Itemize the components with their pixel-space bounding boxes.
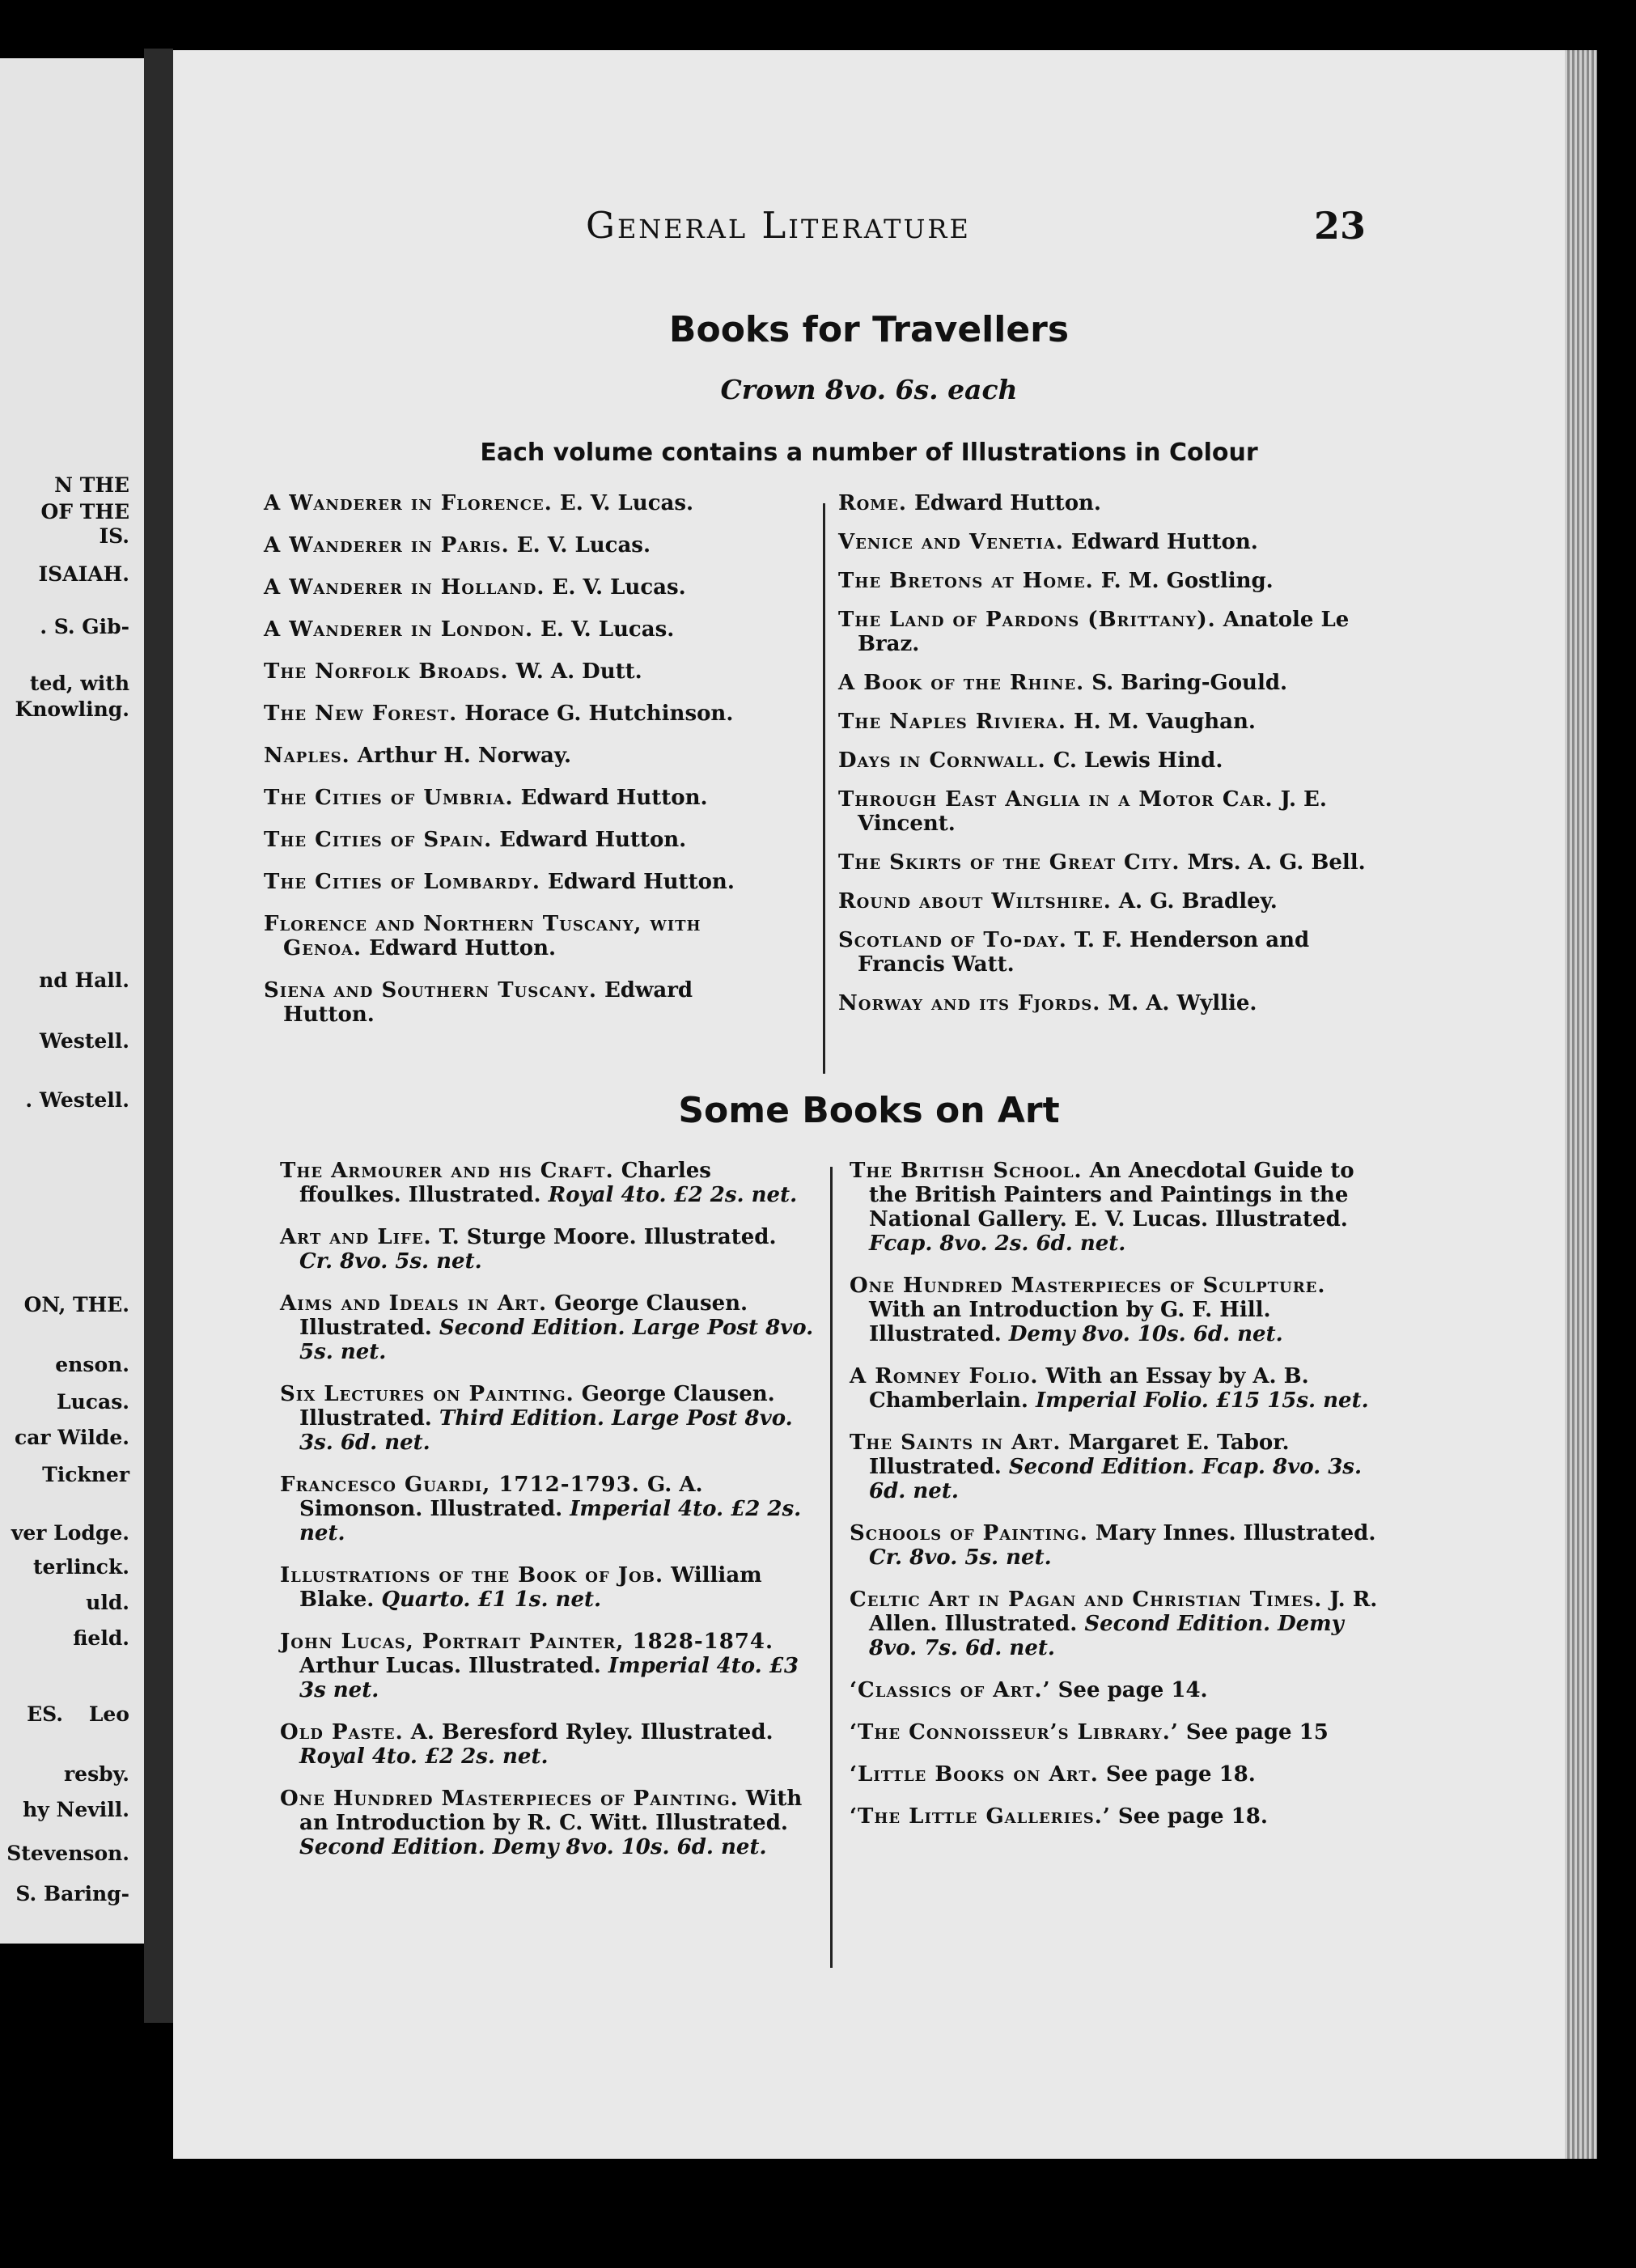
book-description: Arthur H. Norway.	[357, 744, 572, 768]
book-description: Edward Hutton.	[914, 491, 1101, 515]
page-edge	[1565, 50, 1597, 2159]
book-title: ‘Little Books on Art.	[850, 1762, 1099, 1787]
travellers-right-column	[838, 491, 1372, 1030]
book-description: E. V. Lucas.	[552, 575, 686, 600]
book-description: A. Beresford Ryley. Illustrated.	[410, 1720, 773, 1744]
book-description: E. V. Lucas.	[540, 617, 675, 642]
book-description: With an Essay by A. B. Chamberlain.	[869, 1364, 1309, 1413]
book-title: Francesco Guardi, 1712-1793.	[280, 1473, 640, 1497]
book-title: One Hundred Masterpieces of Sculpture.	[850, 1274, 1326, 1298]
book-title: The British School.	[850, 1159, 1083, 1183]
prev-page-fragment: field.	[73, 1626, 129, 1650]
book-description: A. G. Bradley.	[1118, 889, 1278, 914]
book-entry	[850, 1364, 1384, 1413]
book-entry	[838, 710, 1372, 734]
prev-page-fragment: ver Lodge.	[11, 1521, 129, 1545]
book-entry	[280, 1787, 814, 1859]
book-entry	[264, 744, 778, 768]
book-description: See page 14.	[1057, 1678, 1208, 1702]
book-title: The Cities of Lombardy.	[264, 870, 540, 894]
book-title: The Cities of Spain.	[264, 828, 493, 852]
book-entry	[838, 928, 1372, 977]
book-entry	[838, 530, 1372, 554]
book-format: Cr. 8vo.	[299, 1249, 388, 1274]
book-description: George Clausen. Illustrated.	[299, 1291, 748, 1340]
book-title: Scotland of To-day.	[838, 928, 1067, 952]
book-entry	[850, 1720, 1384, 1744]
book-entry	[264, 575, 778, 600]
book-title: Aims and Ideals in Art.	[280, 1291, 547, 1316]
book-entry	[280, 1225, 814, 1274]
book-entry	[280, 1159, 814, 1207]
book-format: Second Edition. Large Post 8vo.	[439, 1316, 814, 1340]
book-format: Second Edition. Demy 8vo.	[869, 1612, 1344, 1660]
book-title: Through East Anglia in a Motor Car.	[838, 787, 1274, 812]
prev-page-fragment: Tickner	[42, 1463, 129, 1486]
prev-page-fragment: Leo	[88, 1702, 129, 1726]
book-entry	[264, 702, 778, 726]
book-entry	[838, 850, 1372, 875]
book-entry	[264, 828, 778, 852]
book-title: The Bretons at Home.	[838, 569, 1094, 593]
art-left-column	[280, 1159, 814, 1877]
book-description: J. E. Vincent.	[858, 787, 1327, 836]
book-entry	[838, 787, 1372, 836]
prev-page-fragment: enson.	[55, 1353, 129, 1376]
book-entry	[264, 912, 778, 960]
book-format: Royal 4to.	[548, 1183, 667, 1207]
prev-page-fragment: OF THE	[40, 500, 129, 524]
book-entry	[838, 671, 1372, 695]
book-description: Edward Hutton.	[520, 786, 708, 810]
running-title: General Literature	[586, 204, 971, 247]
book-price: 10s. 6d. net.	[1137, 1322, 1283, 1346]
book-entry	[264, 659, 778, 684]
book-description: W. A. Dutt.	[515, 659, 642, 684]
prev-page-fragment: Lucas.	[57, 1390, 129, 1414]
book-entry	[850, 1588, 1384, 1660]
book-format: Royal 4to.	[299, 1744, 417, 1769]
book-price: 5s. net.	[395, 1249, 482, 1274]
book-entry	[850, 1521, 1384, 1570]
prev-page-fragment: Knowling.	[15, 697, 129, 721]
book-price: £2 2s. net.	[424, 1744, 549, 1769]
book-description: Edward Hutton.	[283, 978, 693, 1027]
book-title: Schools of Painting.	[850, 1521, 1088, 1545]
prev-page-fragment: car Wilde.	[14, 1426, 129, 1449]
book-title: Old Paste.	[280, 1720, 404, 1744]
travellers-heading: Books for Travellers	[668, 309, 1070, 350]
book-entry	[264, 533, 778, 557]
prev-page-fragment: resby.	[64, 1762, 129, 1786]
book-description: E. V. Lucas.	[559, 491, 694, 515]
prev-page-fragment: IS.	[99, 524, 129, 548]
prev-page-fragment: ES.	[27, 1702, 63, 1726]
book-entry	[280, 1382, 814, 1455]
book-entry	[838, 491, 1372, 515]
previous-page-strip	[0, 58, 144, 1944]
book-title: A Wanderer in London.	[264, 617, 533, 642]
prev-page-fragment: hy Nevill.	[23, 1798, 129, 1821]
book-description: C. Lewis Hind.	[1053, 748, 1223, 773]
book-entry	[264, 617, 778, 642]
book-entry	[264, 978, 778, 1027]
book-description: Horace G. Hutchinson.	[464, 702, 734, 726]
book-title: John Lucas, Portrait Painter, 1828-1874.	[280, 1630, 774, 1654]
book-title: Florence and Northern Tuscany, with Genoa.	[264, 912, 701, 960]
book-entry	[850, 1762, 1384, 1787]
book-description: Edward Hutton.	[1070, 530, 1258, 554]
book-price: 3s. 6d. net.	[869, 1455, 1362, 1503]
book-title: The Land of Pardons (Brittany).	[838, 608, 1216, 632]
book-entry	[850, 1678, 1384, 1702]
book-description: G. A. Simonson. Illustrated.	[299, 1473, 703, 1521]
book-format: Imperial Folio.	[1036, 1388, 1209, 1413]
book-title: ‘The Connoisseur’s Library.’	[850, 1720, 1179, 1744]
book-price: £2 2s. net.	[673, 1183, 798, 1207]
book-description: J. R. Allen. Illustrated.	[869, 1588, 1378, 1636]
book-description: M. A. Wyllie.	[1108, 991, 1257, 1015]
prev-page-fragment: uld.	[86, 1591, 129, 1614]
book-description: With an Introduction by G. F. Hill. Illustrated.	[869, 1298, 1271, 1346]
book-description: Edward Hutton.	[369, 936, 557, 960]
book-format: Imperial 4to.	[608, 1654, 762, 1678]
book-description: H. M. Vaughan.	[1074, 710, 1256, 734]
book-description: See page 18.	[1117, 1804, 1268, 1829]
prev-page-fragment: . Westell.	[25, 1088, 129, 1112]
book-title: The Cities of Umbria.	[264, 786, 514, 810]
prev-page-fragment: S. Baring-	[15, 1882, 129, 1906]
book-title: A Book of the Rhine.	[838, 671, 1085, 695]
book-title: One Hundred Masterpieces of Painting.	[280, 1787, 739, 1811]
book-title: Round about Wiltshire.	[838, 889, 1112, 914]
book-title: Days in Cornwall.	[838, 748, 1046, 773]
book-description: An Anecdotal Guide to the British Painters and Paintings in the National Gallery. E. V. Lucas. Illustrated.	[869, 1159, 1354, 1232]
book-title: Art and Life.	[280, 1225, 432, 1249]
column-rule	[823, 503, 825, 1074]
book-price: 5s. net.	[964, 1545, 1052, 1570]
book-title: The Saints in Art.	[850, 1431, 1062, 1455]
book-format: Third Edition. Large Post 8vo.	[439, 1406, 793, 1431]
book-description: Edward Hutton.	[547, 870, 735, 894]
book-title: The Skirts of the Great City.	[838, 850, 1180, 875]
prev-page-fragment: . S. Gib-	[40, 615, 129, 638]
book-entry	[838, 889, 1372, 914]
book-title: A Wanderer in Holland.	[264, 575, 545, 600]
book-format: Cr. 8vo.	[869, 1545, 958, 1570]
book-entry	[280, 1720, 814, 1769]
book-price: 2s. 6d. net.	[994, 1232, 1126, 1256]
book-title: A Wanderer in Paris.	[264, 533, 510, 557]
book-entry	[850, 1804, 1384, 1829]
book-entry	[838, 569, 1372, 593]
book-title: ‘The Little Galleries.’	[850, 1804, 1111, 1829]
book-format: Quarto.	[381, 1588, 471, 1612]
prev-page-fragment: Stevenson.	[6, 1842, 129, 1865]
travellers-subtitle: Crown 8vo. 6s. each	[720, 374, 1018, 405]
book-title: ‘Classics of Art.’	[850, 1678, 1051, 1702]
book-format: Demy 8vo.	[1008, 1322, 1130, 1346]
book-format: Imperial 4to.	[570, 1497, 724, 1521]
book-title: The Norfolk Broads.	[264, 659, 509, 684]
book-title: Celtic Art in Pagan and Christian Times.	[850, 1588, 1323, 1612]
book-format: Fcap. 8vo.	[869, 1232, 988, 1256]
prev-page-fragment: N THE	[54, 473, 129, 497]
book-price: £15 15s. net.	[1215, 1388, 1369, 1413]
art-heading: Some Books on Art	[678, 1090, 1060, 1131]
book-price: £2 2s. net.	[299, 1497, 802, 1545]
book-description: F. M. Gostling.	[1100, 569, 1274, 593]
book-title: A Romney Folio.	[850, 1364, 1039, 1388]
book-price: 10s. 6d. net.	[621, 1835, 767, 1859]
book-entry	[280, 1291, 814, 1364]
column-rule	[830, 1167, 833, 1968]
prev-page-fragment: nd Hall.	[39, 969, 129, 992]
book-description: George Clausen. Illustrated.	[299, 1382, 775, 1431]
book-entry	[264, 870, 778, 894]
prev-page-fragment: ON, THE.	[23, 1293, 129, 1316]
book-entry	[850, 1159, 1384, 1256]
book-title: Venice and Venetia.	[838, 530, 1064, 554]
travellers-note: Each volume contains a number of Illustrations in Colour	[480, 439, 1258, 467]
book-entry	[280, 1563, 814, 1612]
book-gutter	[144, 49, 173, 2023]
book-description: See page 15	[1185, 1720, 1329, 1744]
book-entry	[264, 786, 778, 810]
book-description: T. F. Henderson and Francis Watt.	[858, 928, 1310, 977]
art-right-column	[850, 1159, 1384, 1846]
book-entry	[838, 991, 1372, 1015]
prev-page-fragment: terlinck.	[32, 1555, 129, 1579]
book-description: William Blake.	[299, 1563, 762, 1612]
book-title: Illustrations of the Book of Job.	[280, 1563, 663, 1588]
prev-page-fragment: Westell.	[39, 1029, 129, 1053]
page-number: 23	[1314, 204, 1367, 248]
travellers-left-column	[264, 491, 778, 1045]
book-title: Rome.	[838, 491, 907, 515]
book-description: S. Baring-Gould.	[1091, 671, 1288, 695]
book-title: The Naples Riviera.	[838, 710, 1066, 734]
book-title: Norway and its Fjords.	[838, 991, 1101, 1015]
book-title: Naples.	[264, 744, 350, 768]
book-description: E. V. Lucas.	[516, 533, 651, 557]
book-price: 3s. 6d. net.	[299, 1431, 430, 1455]
book-description: T. Sturge Moore. Illustrated.	[439, 1225, 777, 1249]
book-format: Second Edition. Fcap. 8vo.	[1008, 1455, 1321, 1479]
book-description: Anatole Le Braz.	[858, 608, 1350, 656]
book-title: A Wanderer in Florence.	[264, 491, 553, 515]
book-description: Arthur Lucas. Illustrated.	[299, 1654, 601, 1678]
prev-page-fragment: ted, with	[29, 672, 129, 695]
book-format: Second Edition. Demy 8vo.	[299, 1835, 614, 1859]
book-title: Six Lectures on Painting.	[280, 1382, 574, 1406]
book-description: Edward Hutton.	[499, 828, 687, 852]
book-price: £1 1s. net.	[477, 1588, 602, 1612]
book-description: Mrs. A. G. Bell.	[1187, 850, 1366, 875]
book-entry	[838, 608, 1372, 656]
book-price: £3 3s net.	[299, 1654, 799, 1702]
book-description: Mary Innes. Illustrated.	[1095, 1521, 1376, 1545]
book-title: The Armourer and his Craft.	[280, 1159, 614, 1183]
book-description: Charles ffoulkes. Illustrated.	[299, 1159, 711, 1207]
book-title: The New Forest.	[264, 702, 458, 726]
prev-page-fragment: ISAIAH.	[38, 562, 129, 586]
book-entry	[280, 1630, 814, 1702]
book-entry	[838, 748, 1372, 773]
book-title: Siena and Southern Tuscany.	[264, 978, 597, 1003]
book-price: 5s. net.	[299, 1340, 387, 1364]
book-description: With an Introduction by R. C. Witt. Illustrated.	[299, 1787, 803, 1835]
book-entry	[280, 1473, 814, 1545]
book-price: 7s. 6d. net.	[924, 1636, 1055, 1660]
book-entry	[850, 1274, 1384, 1346]
book-description: Margaret E. Tabor. Illustrated.	[869, 1431, 1290, 1479]
book-description: See page 18.	[1105, 1762, 1256, 1787]
book-entry	[264, 491, 778, 515]
book-entry	[850, 1431, 1384, 1503]
page	[173, 50, 1565, 2159]
